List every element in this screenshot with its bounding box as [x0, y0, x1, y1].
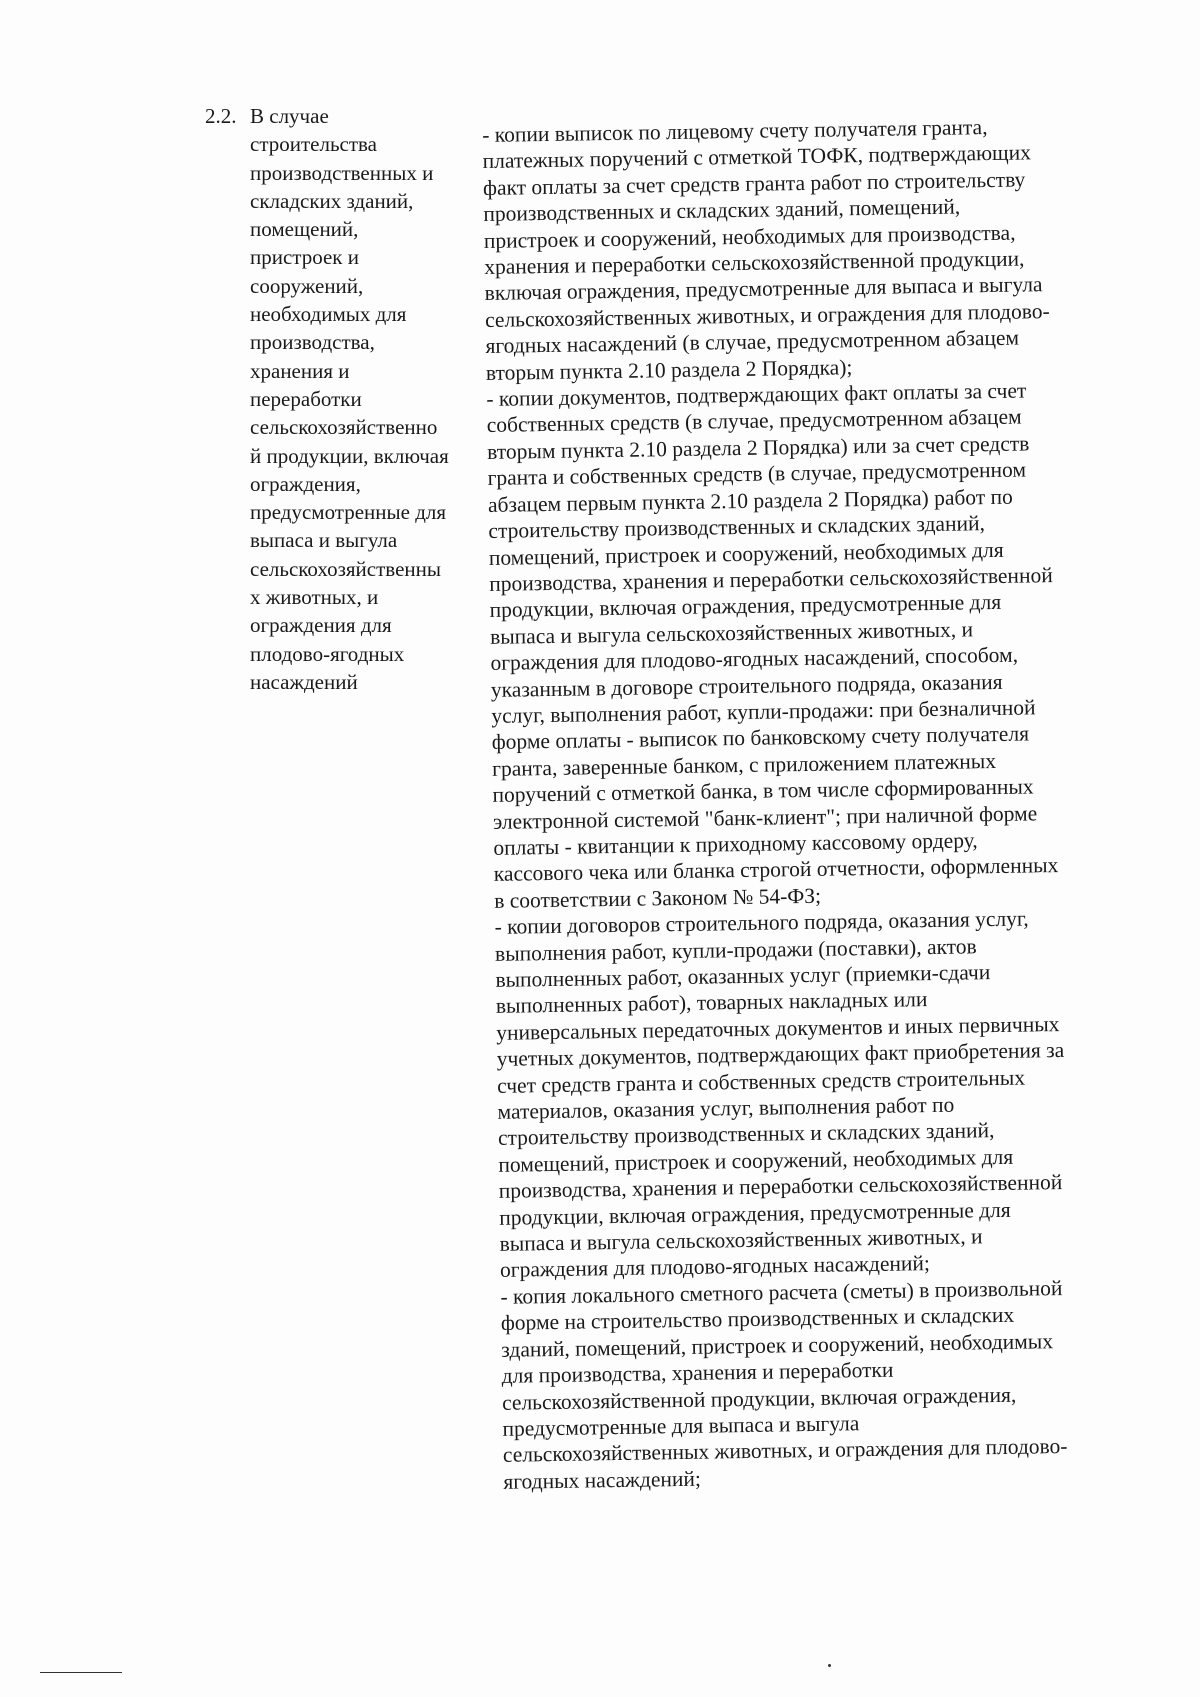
document-text-line: продукции, включая ограждения, предусмотренные для	[499, 1197, 1011, 1230]
condition-text-line: переработки	[250, 386, 362, 411]
document-text-line: сельскохозяйственных животных, и ограждения для плодово-	[502, 1434, 1068, 1468]
document-text-line: гранта, заверенные банком, с приложением платежных	[491, 748, 997, 781]
document-text-line: форме оплаты - выписок по банковскому счету получателя	[491, 721, 1030, 755]
document-text-line: услуг, выполнения работ, купли-продажи: при безналичной	[491, 695, 1036, 728]
condition-text-line: производственных и	[250, 160, 434, 185]
document-text-line: поручений с отметкой банка, в том числе сформированных	[492, 774, 1034, 808]
document-text-line: указанным в договоре строительного подряда, оказания	[490, 669, 1003, 702]
document-text-line: выполненных работ, оказанных услуг (приемки-сдачи	[495, 960, 991, 992]
footer-rule	[40, 1672, 122, 1673]
document-text-line: абзацем первым пункта 2.10 раздела 2 Порядка) работ по	[487, 484, 1013, 517]
document-text-line: включая ограждения, предусмотренные для выпаса и выгула	[484, 272, 1043, 306]
document-text-line: - копии выписок по лицевому счету получателя гранта,	[482, 115, 988, 147]
document-text-line: факт оплаты за счет средств гранта работ по строительству	[482, 167, 1026, 200]
document-text-line: помещений, пристроек и сооружений, необходимых для	[488, 537, 1004, 570]
document-text-line: продукции, включая ограждения, предусмотренные для	[489, 590, 1002, 623]
document-text-line: строительству производственных и складских зданий,	[488, 511, 986, 544]
condition-text-line: складских зданий,	[250, 188, 414, 213]
condition-text-line: хранения и	[250, 358, 350, 383]
condition-text-line: ограждения для	[250, 613, 392, 638]
document-text-line: кассового чека или бланка строгой отчетности, оформленных	[493, 853, 1059, 887]
document-text-line: материалов, оказания услуг, выполнения работ по	[497, 1092, 955, 1124]
document-text-line: выполнения работ, купли-продажи (поставки), актов	[494, 933, 977, 966]
document-text-line: собственных средств (в случае, предусмотренном абзацем	[486, 405, 1022, 438]
document-text-line: предусмотренные для выпаса и выгула	[502, 1411, 860, 1441]
required-documents-cell	[482, 112, 1163, 1495]
condition-text-line: выпаса и выгула	[250, 528, 398, 553]
document-text-line: в соответствии с Законом № 54-ФЗ;	[494, 883, 822, 913]
document-text-line: производственных и складских зданий, помещений,	[483, 194, 961, 227]
condition-text-line: сооружений,	[250, 273, 364, 298]
condition-text-line: производства,	[250, 330, 375, 355]
condition-text-line: В случае	[250, 104, 329, 128]
item-number: 2.2.	[205, 104, 237, 128]
condition-text-line: сельскохозяйственны	[250, 556, 441, 581]
document-text-line: сельскохозяйственных животных, и ограждения для плодово-	[484, 298, 1050, 332]
condition-text-line: й продукции, включая	[250, 443, 449, 468]
document-text-line: вторым пункта 2.10 раздела 2 Порядка) или за счет средств	[486, 431, 1030, 464]
document-text-line: оплаты - квитанции к приходному кассовому ордеру,	[493, 828, 978, 860]
document-text-line: строительству производственных и складских зданий,	[497, 1118, 995, 1151]
condition-text-line: предусмотренные для	[250, 500, 447, 525]
document-text-line: выполненных работ), товарных накладных или	[495, 987, 928, 1019]
document-text-line: универсальных передаточных документов и иных первичных	[496, 1011, 1060, 1045]
condition-text-line: х животных, и	[250, 585, 379, 610]
document-text-line: учетных документов, подтверждающих факт приобретения за	[496, 1038, 1065, 1072]
document-text-line: - копии документов, подтверждающих факт оплаты за счет	[486, 378, 1027, 412]
document-text-line: помещений, пристроек и сооружений, необходимых для	[498, 1144, 1014, 1177]
condition-text-line: пристроек и	[250, 245, 359, 270]
document-text-line: - копия локального сметного расчета (сметы) в произвольной	[500, 1275, 1063, 1309]
condition-cell	[250, 102, 480, 696]
document-text-line: электронной системой "банк-клиент"; при наличной форме	[492, 800, 1038, 834]
condition-text-line: помещений,	[250, 217, 359, 242]
document-text-line: вторым пункта 2.10 раздела 2 Порядка);	[485, 354, 853, 385]
document-text-line: гранта и собственных средств (в случае, предусмотренном	[487, 457, 1027, 491]
condition-text-line: необходимых для	[250, 302, 407, 327]
condition-text-line: насаждений	[250, 669, 358, 694]
document-text-line: форме на строительство производственных и складских	[500, 1303, 1015, 1336]
document-text-line: хранения и переработки сельскохозяйственной продукции,	[484, 246, 1025, 280]
document-text-line: ягодных насаждений (в случае, предусмотренном абзацем	[485, 325, 1020, 359]
footer-dot	[828, 1664, 831, 1667]
document-text-line: - копии договоров строительного подряда, оказания услуг,	[494, 906, 1029, 940]
document-text-line: ягодных насаждений;	[503, 1466, 702, 1494]
document-text-line: пристроек и сооружений, необходимых для производства,	[483, 220, 1016, 253]
document-text-line: платежных поручений с отметкой ТОФК, подтверждающих	[482, 140, 1032, 174]
document-text-line: ограждения для плодово-ягодных насаждений;	[499, 1251, 931, 1283]
document-text-line: счет средств гранта и собственных средств строительных	[496, 1065, 1026, 1098]
condition-text-line: плодово-ягодных	[250, 641, 405, 666]
condition-text-line: сельскохозяйственно	[250, 415, 438, 440]
condition-text-line: ограждения,	[250, 471, 361, 496]
document-text-line: зданий, помещений, пристроек и сооружений, необходимых	[501, 1328, 1054, 1362]
document-text-line: производства, хранения и переработки сельскохозяйственной	[489, 562, 1053, 596]
document-text-line: производства, хранения и переработки сельскохозяйственной	[498, 1170, 1063, 1204]
document-text-line: выпаса и выгула сельскохозяйственных животных, и	[489, 617, 974, 649]
document-text-line: ограждения для плодово-ягодных насаждений, способом,	[490, 642, 1019, 676]
document-text-line: сельскохозяйственной продукции, включая ограждения,	[501, 1382, 1017, 1415]
document-text-line: выпаса и выгула сельскохозяйственных животных, и	[499, 1224, 983, 1256]
condition-text-line: строительства	[250, 132, 378, 157]
document-text-line: для производства, хранения и переработки	[501, 1357, 894, 1388]
